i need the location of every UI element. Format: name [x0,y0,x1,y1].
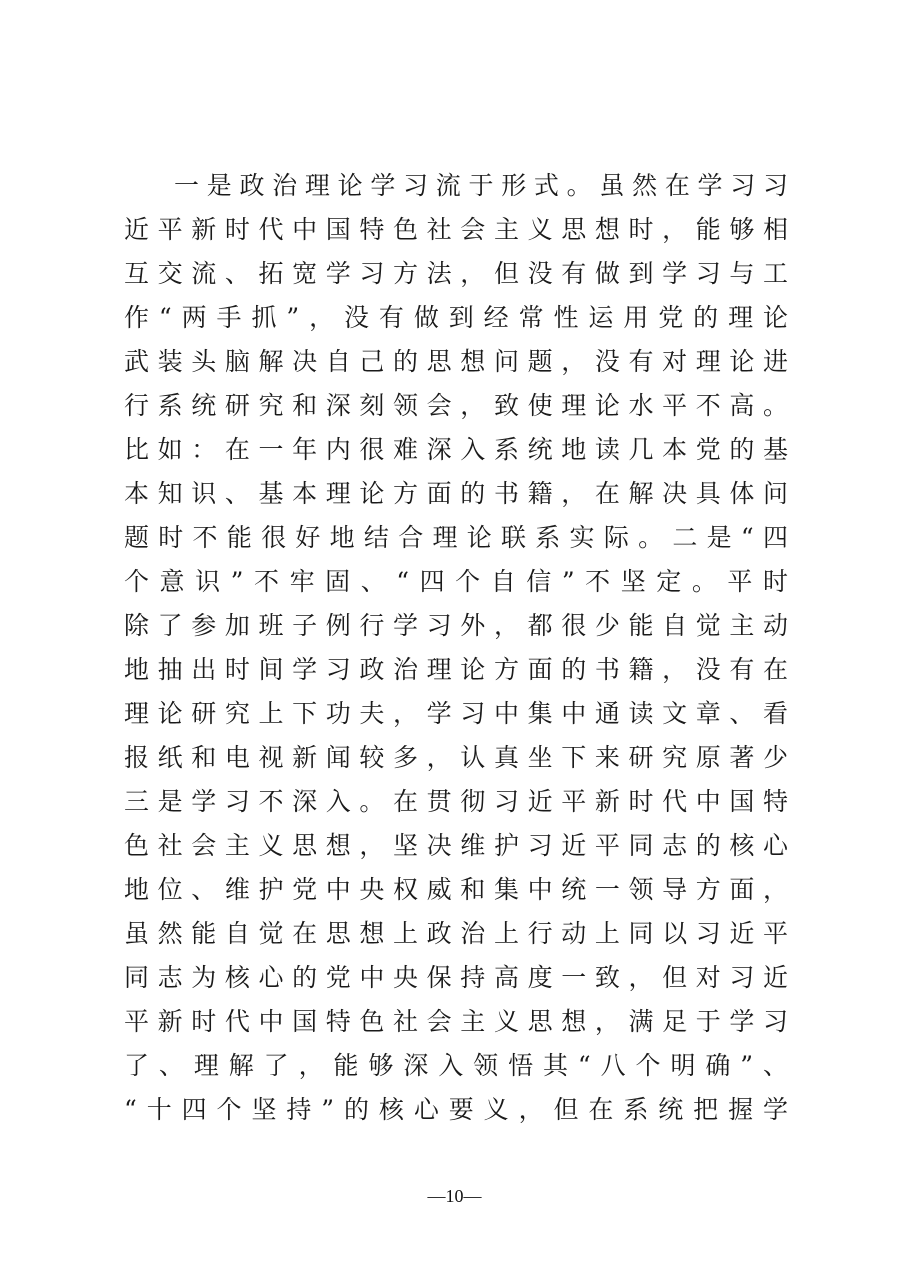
text-line: 作“两手抓”，没有做到经常性运用党的理论 [124,303,788,332]
text-line: 了、理解了，能够深入领悟其“八个明确”、 [124,1051,788,1080]
text-line: 题时不能很好地结合理论联系实际。二是“四 [124,523,788,552]
text-line: 近平新时代中国特色社会主义思想时，能够相 [124,215,788,244]
text-line: 报纸和电视新闻较多，认真坐下来研究原著少 [124,743,788,772]
text-line: 行系统研究和深刻领会，致使理论水平不高。 [124,391,788,420]
text-line: 互交流、拓宽学习方法，但没有做到学习与工 [124,259,788,288]
text-line: 一是政治理论学习流于形式。虽然在学习习 [174,171,788,200]
text-line: 个意识”不牢固、“四个自信”不坚定。平时 [124,567,788,596]
page-number: —10— [427,1186,482,1206]
text-line: 色社会主义思想，坚决维护习近平同志的核心 [124,831,788,860]
text-line: 地抽出时间学习政治理论方面的书籍，没有在 [124,655,788,684]
text-line: “十四个坚持”的核心要义，但在系统把握学 [124,1095,788,1124]
text-line: 同志为核心的党中央保持高度一致，但对习近 [124,963,788,992]
text-line: 理论研究上下功夫，学习中集中通读文章、看 [124,699,788,728]
text-line: 平新时代中国特色社会主义思想，满足于学习 [124,1007,788,1036]
body-paragraph [124,164,788,1132]
text-line: 虽然能自觉在思想上政治上行动上同以习近平 [124,919,788,948]
text-line: 本知识、基本理论方面的书籍，在解决具体问 [124,479,788,508]
text-line: 三是学习不深入。在贯彻习近平新时代中国特 [124,787,788,816]
text-line: 地位、维护党中央权威和集中统一领导方面， [124,875,788,904]
text-line: 除了参加班子例行学习外，都很少能自觉主动 [124,611,788,640]
text-line: 比如：在一年内很难深入系统地读几本党的基 [124,435,788,464]
text-line: 武装头脑解决自己的思想问题，没有对理论进 [124,347,788,376]
